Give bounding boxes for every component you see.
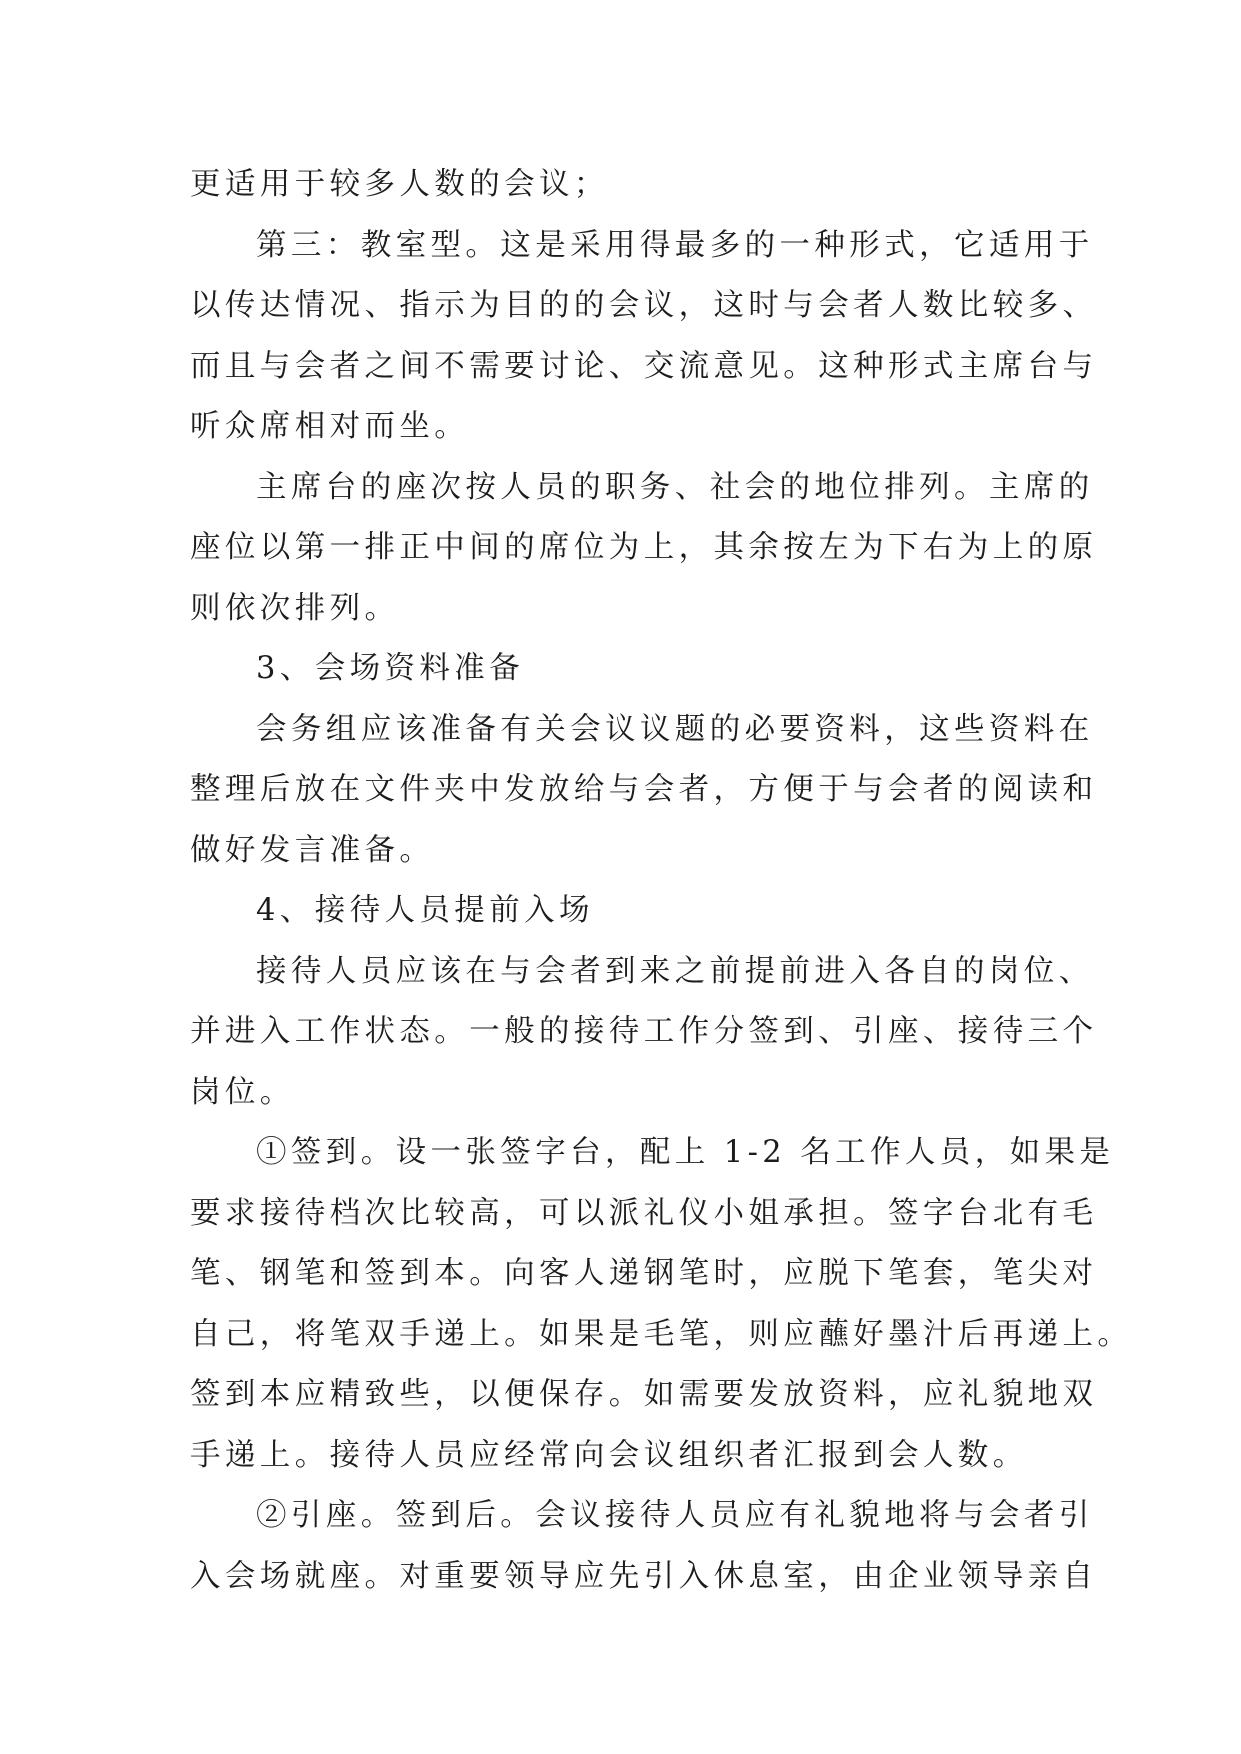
- text-line: 岗位。: [190, 1074, 295, 1110]
- text-line: 整理后放在文件夹中发放给与会者，方便于与会者的阅读和: [190, 772, 1098, 807]
- text-line: 座位以第一排正中间的席位为上，其余按左为下右为上的原: [190, 530, 1098, 565]
- section-heading: 3、会场资料准备: [256, 651, 525, 686]
- text-line: 而且与会者之间不需要讨论、交流意见。这种形式主席台与: [190, 348, 1098, 384]
- text-line: ①签到。设一张签字台，配上 1-2 名工作人员，如果是: [256, 1135, 1115, 1170]
- text-line: 接待人员应该在与会者到来之前提前进入各自的岗位、: [256, 953, 1094, 989]
- text-line: 入会场就座。对重要领导应先引入休息室，由企业领导亲自: [190, 1558, 1098, 1594]
- text-line: 签到本应精致些，以便保存。如需要发放资料，应礼貌地双: [190, 1377, 1098, 1412]
- section-heading: 4、接待人员提前入场: [256, 893, 594, 928]
- text-line: 听众席相对而坐。: [190, 409, 470, 444]
- text-line: 会务组应该准备有关会议议题的必要资料，这些资料在: [256, 711, 1094, 747]
- text-line: 做好发言准备。: [190, 832, 435, 868]
- text-line: 更适用于较多人数的会议；: [190, 167, 609, 202]
- text-line: 以传达情况、指示为目的的会议，这时与会者人数比较多、: [190, 288, 1098, 323]
- text-line: ②引座。签到后。会议接待人员应有礼貌地将与会者引: [256, 1498, 1094, 1533]
- text-line: 并进入工作状态。一般的接待工作分签到、引座、接待三个: [190, 1014, 1098, 1049]
- text-line: 则依次排列。: [190, 590, 400, 626]
- text-line: 第三：教室型。这是采用得最多的一种形式，它适用于: [256, 227, 1094, 263]
- text-line: 手递上。接待人员应经常向会议组织者汇报到会人数。: [190, 1437, 1028, 1473]
- text-line: 主席台的座次按人员的职务、社会的地位排列。主席的: [256, 469, 1094, 505]
- text-line: 笔、钢笔和签到本。向客人递钢笔时，应脱下笔套，笔尖对: [190, 1256, 1098, 1291]
- body-text: [190, 155, 1133, 1607]
- text-line: 要求接待档次比较高，可以派礼仪小姐承担。签字台北有毛: [190, 1195, 1098, 1231]
- text-line: 自己，将笔双手递上。如果是毛笔，则应蘸好墨汁后再递上。: [190, 1316, 1133, 1352]
